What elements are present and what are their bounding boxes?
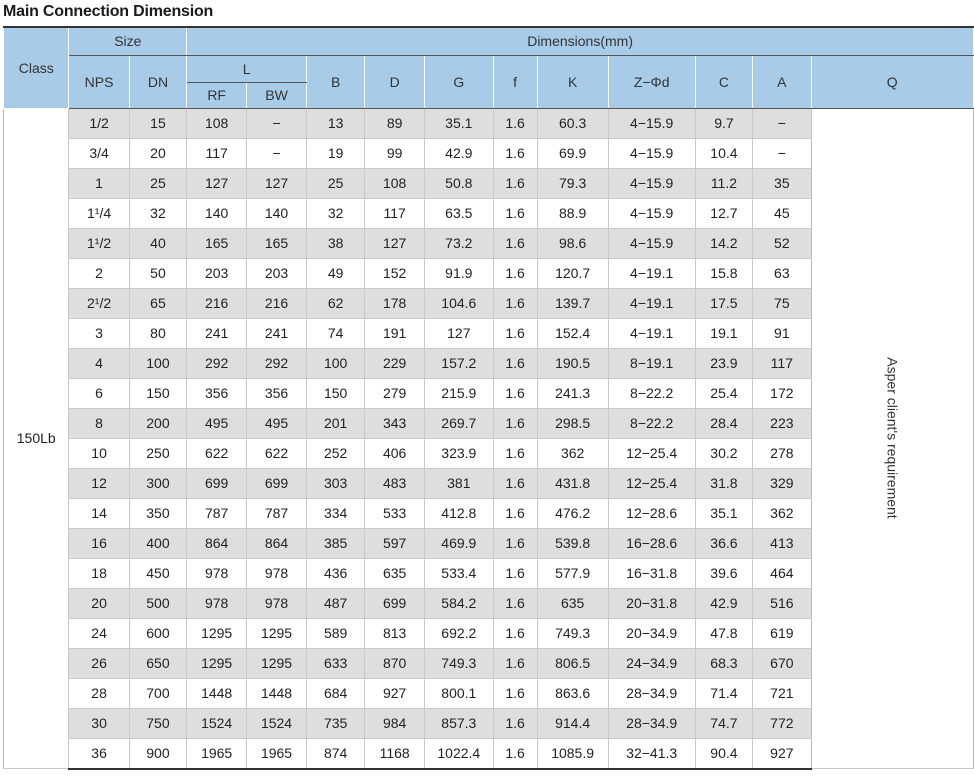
cell-b: 201: [306, 408, 364, 438]
cell-bw: 1524: [247, 708, 307, 738]
cell-k: 79.3: [537, 168, 608, 198]
cell-f: 1.6: [493, 618, 537, 648]
cell-b: 487: [306, 588, 364, 618]
cell-d: 108: [365, 168, 425, 198]
cell-c: 31.8: [695, 468, 753, 498]
cell-z: 4−19.1: [608, 288, 695, 318]
header-z-phi-d: Z−Φd: [608, 55, 695, 108]
cell-d: 406: [365, 438, 425, 468]
cell-c: 71.4: [695, 678, 753, 708]
cell-b: 385: [306, 528, 364, 558]
cell-bw: 203: [247, 258, 307, 288]
cell-k: 241.3: [537, 378, 608, 408]
cell-k: 139.7: [537, 288, 608, 318]
cell-f: 1.6: [493, 558, 537, 588]
cell-b: 25: [306, 168, 364, 198]
cell-f: 1.6: [493, 228, 537, 258]
cell-g: 42.9: [424, 138, 493, 168]
cell-nps: 30: [69, 708, 129, 738]
cell-a: 35: [753, 168, 811, 198]
cell-b: 74: [306, 318, 364, 348]
cell-a: 278: [753, 438, 811, 468]
cell-dn: 25: [129, 168, 187, 198]
table-header: [4, 27, 974, 108]
cell-rf: 1965: [187, 738, 247, 769]
cell-a: 172: [753, 378, 811, 408]
cell-a: 516: [753, 588, 811, 618]
cell-a: 63: [753, 258, 811, 288]
header-bw: BW: [247, 82, 307, 108]
cell-nps: 16: [69, 528, 129, 558]
cell-a: 223: [753, 408, 811, 438]
header-c: C: [695, 55, 753, 108]
header-g: G: [424, 55, 493, 108]
cell-k: 298.5: [537, 408, 608, 438]
cell-b: 436: [306, 558, 364, 588]
cell-b: 19: [306, 138, 364, 168]
q-note-cell: [811, 108, 974, 769]
cell-d: 99: [365, 138, 425, 168]
header-dimensions: Dimensions(mm): [187, 27, 974, 55]
cell-a: 927: [753, 738, 811, 769]
cell-g: 469.9: [424, 528, 493, 558]
cell-b: 32: [306, 198, 364, 228]
header-size: Size: [69, 27, 187, 55]
cell-g: 800.1: [424, 678, 493, 708]
cell-a: −: [753, 108, 811, 138]
cell-f: 1.6: [493, 498, 537, 528]
cell-b: 100: [306, 348, 364, 378]
cell-c: 39.6: [695, 558, 753, 588]
cell-nps: 14: [69, 498, 129, 528]
cell-rf: 356: [187, 378, 247, 408]
cell-f: 1.6: [493, 468, 537, 498]
cell-b: 633: [306, 648, 364, 678]
cell-c: 36.6: [695, 528, 753, 558]
cell-rf: 699: [187, 468, 247, 498]
cell-g: 50.8: [424, 168, 493, 198]
cell-a: 329: [753, 468, 811, 498]
cell-a: −: [753, 138, 811, 168]
cell-z: 24−34.9: [608, 648, 695, 678]
cell-d: 699: [365, 588, 425, 618]
cell-c: 11.2: [695, 168, 753, 198]
cell-z: 8−22.2: [608, 408, 695, 438]
cell-nps: 10: [69, 438, 129, 468]
cell-f: 1.6: [493, 348, 537, 378]
cell-d: 813: [365, 618, 425, 648]
cell-z: 28−34.9: [608, 678, 695, 708]
cell-c: 47.8: [695, 618, 753, 648]
header-q: Q: [811, 55, 974, 108]
cell-z: 4−15.9: [608, 198, 695, 228]
cell-k: 60.3: [537, 108, 608, 138]
header-a: A: [753, 55, 811, 108]
cell-dn: 50: [129, 258, 187, 288]
cell-z: 32−41.3: [608, 738, 695, 769]
cell-f: 1.6: [493, 168, 537, 198]
cell-g: 269.7: [424, 408, 493, 438]
cell-b: 150: [306, 378, 364, 408]
cell-b: 49: [306, 258, 364, 288]
cell-d: 483: [365, 468, 425, 498]
cell-rf: 292: [187, 348, 247, 378]
cell-g: 157.2: [424, 348, 493, 378]
cell-d: 178: [365, 288, 425, 318]
cell-bw: 495: [247, 408, 307, 438]
cell-c: 17.5: [695, 288, 753, 318]
cell-rf: 864: [187, 528, 247, 558]
cell-z: 12−25.4: [608, 438, 695, 468]
cell-c: 9.7: [695, 108, 753, 138]
cell-z: 20−34.9: [608, 618, 695, 648]
cell-dn: 350: [129, 498, 187, 528]
cell-z: 28−34.9: [608, 708, 695, 738]
cell-dn: 150: [129, 378, 187, 408]
cell-nps: 3: [69, 318, 129, 348]
cell-g: 381: [424, 468, 493, 498]
table-row: [4, 108, 974, 138]
cell-nps: 4: [69, 348, 129, 378]
cell-c: 90.4: [695, 738, 753, 769]
cell-nps: 8: [69, 408, 129, 438]
header-class: Class: [4, 27, 69, 108]
cell-f: 1.6: [493, 108, 537, 138]
cell-b: 303: [306, 468, 364, 498]
cell-d: 229: [365, 348, 425, 378]
cell-k: 749.3: [537, 618, 608, 648]
cell-k: 152.4: [537, 318, 608, 348]
cell-b: 38: [306, 228, 364, 258]
cell-k: 98.6: [537, 228, 608, 258]
cell-nps: 20: [69, 588, 129, 618]
cell-nps: 28: [69, 678, 129, 708]
cell-f: 1.6: [493, 438, 537, 468]
cell-rf: 495: [187, 408, 247, 438]
cell-d: 127: [365, 228, 425, 258]
header-nps: NPS: [69, 55, 129, 108]
cell-c: 23.9: [695, 348, 753, 378]
cell-rf: 165: [187, 228, 247, 258]
cell-b: 13: [306, 108, 364, 138]
cell-bw: 1965: [247, 738, 307, 769]
cell-rf: 117: [187, 138, 247, 168]
cell-c: 35.1: [695, 498, 753, 528]
cell-c: 30.2: [695, 438, 753, 468]
cell-dn: 15: [129, 108, 187, 138]
cell-bw: 978: [247, 588, 307, 618]
cell-z: 4−15.9: [608, 138, 695, 168]
cell-nps: 24: [69, 618, 129, 648]
cell-dn: 650: [129, 648, 187, 678]
cell-z: 4−19.1: [608, 318, 695, 348]
cell-bw: 165: [247, 228, 307, 258]
cell-k: 1085.9: [537, 738, 608, 769]
cell-bw: 699: [247, 468, 307, 498]
cell-g: 127: [424, 318, 493, 348]
cell-nps: 3/4: [69, 138, 129, 168]
cell-z: 4−19.1: [608, 258, 695, 288]
cell-dn: 300: [129, 468, 187, 498]
cell-dn: 40: [129, 228, 187, 258]
cell-f: 1.6: [493, 378, 537, 408]
cell-k: 914.4: [537, 708, 608, 738]
cell-a: 413: [753, 528, 811, 558]
class-value: 150Lb: [4, 108, 69, 769]
cell-k: 190.5: [537, 348, 608, 378]
cell-d: 1168: [365, 738, 425, 769]
cell-bw: 622: [247, 438, 307, 468]
cell-z: 4−15.9: [608, 168, 695, 198]
cell-g: 35.1: [424, 108, 493, 138]
cell-rf: 1295: [187, 648, 247, 678]
cell-z: 8−19.1: [608, 348, 695, 378]
cell-a: 772: [753, 708, 811, 738]
cell-g: 91.9: [424, 258, 493, 288]
cell-b: 735: [306, 708, 364, 738]
cell-f: 1.6: [493, 198, 537, 228]
cell-c: 74.7: [695, 708, 753, 738]
cell-rf: 241: [187, 318, 247, 348]
header-dn: DN: [129, 55, 187, 108]
cell-f: 1.6: [493, 648, 537, 678]
cell-c: 15.8: [695, 258, 753, 288]
cell-nps: 2: [69, 258, 129, 288]
page-title: Main Connection Dimension: [3, 3, 214, 20]
cell-z: 16−28.6: [608, 528, 695, 558]
cell-z: 12−28.6: [608, 498, 695, 528]
cell-d: 343: [365, 408, 425, 438]
cell-a: 362: [753, 498, 811, 528]
cell-d: 927: [365, 678, 425, 708]
cell-f: 1.6: [493, 708, 537, 738]
header-b: B: [306, 55, 364, 108]
cell-bw: 292: [247, 348, 307, 378]
cell-g: 412.8: [424, 498, 493, 528]
cell-rf: 978: [187, 558, 247, 588]
cell-d: 597: [365, 528, 425, 558]
cell-c: 14.2: [695, 228, 753, 258]
cell-bw: 1448: [247, 678, 307, 708]
cell-k: 635: [537, 588, 608, 618]
cell-c: 68.3: [695, 648, 753, 678]
cell-g: 533.4: [424, 558, 493, 588]
cell-k: 362: [537, 438, 608, 468]
cell-bw: 356: [247, 378, 307, 408]
cell-dn: 250: [129, 438, 187, 468]
cell-nps: 1¹/2: [69, 228, 129, 258]
cell-dn: 400: [129, 528, 187, 558]
cell-bw: 241: [247, 318, 307, 348]
cell-a: 45: [753, 198, 811, 228]
cell-d: 89: [365, 108, 425, 138]
cell-nps: 6: [69, 378, 129, 408]
cell-d: 870: [365, 648, 425, 678]
cell-g: 73.2: [424, 228, 493, 258]
cell-g: 749.3: [424, 648, 493, 678]
dimension-table: [3, 26, 974, 770]
cell-rf: 1524: [187, 708, 247, 738]
cell-rf: 127: [187, 168, 247, 198]
cell-k: 539.8: [537, 528, 608, 558]
cell-d: 191: [365, 318, 425, 348]
cell-f: 1.6: [493, 258, 537, 288]
cell-z: 12−25.4: [608, 468, 695, 498]
cell-dn: 65: [129, 288, 187, 318]
cell-z: 20−31.8: [608, 588, 695, 618]
cell-a: 75: [753, 288, 811, 318]
cell-z: 4−15.9: [608, 228, 695, 258]
cell-rf: 978: [187, 588, 247, 618]
cell-a: 117: [753, 348, 811, 378]
cell-k: 431.8: [537, 468, 608, 498]
cell-bw: 216: [247, 288, 307, 318]
cell-dn: 32: [129, 198, 187, 228]
cell-z: 8−22.2: [608, 378, 695, 408]
cell-bw: 978: [247, 558, 307, 588]
header-f: f: [493, 55, 537, 108]
cell-bw: −: [247, 138, 307, 168]
cell-f: 1.6: [493, 588, 537, 618]
q-note: Asper client's requirement: [884, 357, 901, 519]
cell-dn: 450: [129, 558, 187, 588]
cell-rf: 108: [187, 108, 247, 138]
cell-d: 117: [365, 198, 425, 228]
cell-f: 1.6: [493, 138, 537, 168]
header-l: L: [187, 55, 307, 82]
cell-rf: 140: [187, 198, 247, 228]
cell-b: 684: [306, 678, 364, 708]
cell-c: 10.4: [695, 138, 753, 168]
cell-a: 464: [753, 558, 811, 588]
cell-d: 152: [365, 258, 425, 288]
cell-dn: 900: [129, 738, 187, 769]
cell-g: 857.3: [424, 708, 493, 738]
cell-dn: 200: [129, 408, 187, 438]
cell-bw: 787: [247, 498, 307, 528]
header-rf: RF: [187, 82, 247, 108]
cell-f: 1.6: [493, 738, 537, 769]
cell-c: 28.4: [695, 408, 753, 438]
cell-d: 533: [365, 498, 425, 528]
cell-dn: 80: [129, 318, 187, 348]
cell-dn: 20: [129, 138, 187, 168]
cell-bw: −: [247, 108, 307, 138]
cell-d: 279: [365, 378, 425, 408]
cell-nps: 18: [69, 558, 129, 588]
cell-c: 19.1: [695, 318, 753, 348]
cell-f: 1.6: [493, 408, 537, 438]
cell-dn: 100: [129, 348, 187, 378]
cell-b: 62: [306, 288, 364, 318]
cell-g: 692.2: [424, 618, 493, 648]
cell-rf: 203: [187, 258, 247, 288]
cell-b: 252: [306, 438, 364, 468]
cell-b: 334: [306, 498, 364, 528]
cell-a: 91: [753, 318, 811, 348]
cell-bw: 140: [247, 198, 307, 228]
cell-rf: 1448: [187, 678, 247, 708]
header-k: K: [537, 55, 608, 108]
cell-rf: 622: [187, 438, 247, 468]
cell-nps: 12: [69, 468, 129, 498]
cell-nps: 1¹/4: [69, 198, 129, 228]
cell-dn: 750: [129, 708, 187, 738]
cell-a: 721: [753, 678, 811, 708]
cell-f: 1.6: [493, 288, 537, 318]
cell-rf: 1295: [187, 618, 247, 648]
cell-b: 874: [306, 738, 364, 769]
cell-g: 584.2: [424, 588, 493, 618]
cell-k: 863.6: [537, 678, 608, 708]
cell-k: 476.2: [537, 498, 608, 528]
cell-c: 12.7: [695, 198, 753, 228]
cell-d: 635: [365, 558, 425, 588]
cell-z: 4−15.9: [608, 108, 695, 138]
cell-c: 42.9: [695, 588, 753, 618]
cell-g: 104.6: [424, 288, 493, 318]
cell-a: 619: [753, 618, 811, 648]
cell-nps: 36: [69, 738, 129, 769]
cell-f: 1.6: [493, 678, 537, 708]
cell-dn: 700: [129, 678, 187, 708]
cell-nps: 2¹/2: [69, 288, 129, 318]
cell-k: 88.9: [537, 198, 608, 228]
cell-k: 577.9: [537, 558, 608, 588]
cell-a: 670: [753, 648, 811, 678]
cell-bw: 127: [247, 168, 307, 198]
cell-k: 806.5: [537, 648, 608, 678]
cell-rf: 787: [187, 498, 247, 528]
cell-rf: 216: [187, 288, 247, 318]
cell-g: 1022.4: [424, 738, 493, 769]
cell-nps: 26: [69, 648, 129, 678]
cell-g: 215.9: [424, 378, 493, 408]
cell-bw: 1295: [247, 648, 307, 678]
cell-dn: 500: [129, 588, 187, 618]
cell-k: 69.9: [537, 138, 608, 168]
cell-bw: 1295: [247, 618, 307, 648]
cell-c: 25.4: [695, 378, 753, 408]
cell-g: 63.5: [424, 198, 493, 228]
cell-z: 16−31.8: [608, 558, 695, 588]
cell-a: 52: [753, 228, 811, 258]
cell-f: 1.6: [493, 528, 537, 558]
header-d: D: [365, 55, 425, 108]
cell-g: 323.9: [424, 438, 493, 468]
cell-k: 120.7: [537, 258, 608, 288]
cell-dn: 600: [129, 618, 187, 648]
cell-d: 984: [365, 708, 425, 738]
cell-bw: 864: [247, 528, 307, 558]
cell-nps: 1/2: [69, 108, 129, 138]
cell-f: 1.6: [493, 318, 537, 348]
table-body: [4, 108, 974, 769]
cell-b: 589: [306, 618, 364, 648]
cell-nps: 1: [69, 168, 129, 198]
